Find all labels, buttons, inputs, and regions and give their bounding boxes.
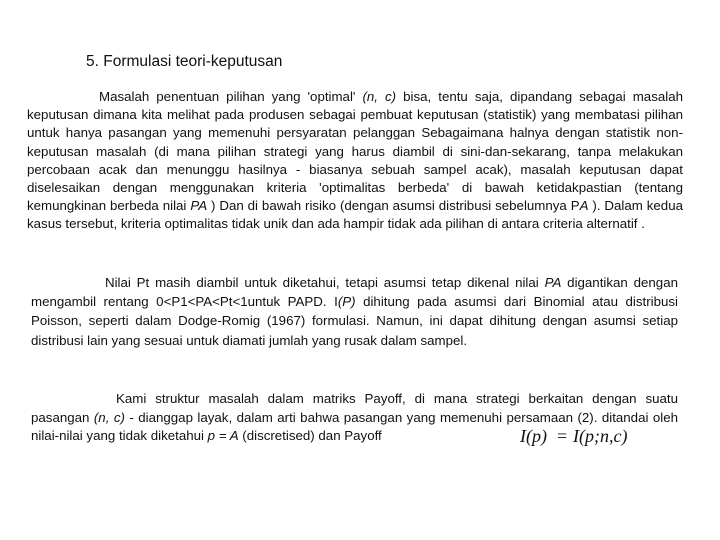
- formula-equals: =: [557, 426, 568, 446]
- payoff-formula: [519, 424, 634, 448]
- section-heading: 5. Formulasi teori-keputusan: [86, 53, 283, 70]
- p2-text-3: dihitung pada asumsi dari Binomial atau distribusi Poisson, seperti dalam Dodge-Romig (1967) formulasi. Namun, ini dapat dihitung dengan asumsi setiap distribusi lain yang sesuai untuk diamati jumlah yang rusak dalam sampel.: [31, 294, 679, 348]
- p1-text-1: Masalah penentuan pilihan yang 'optimal': [99, 89, 363, 104]
- formula-rhs: I(p;n,c): [573, 426, 628, 446]
- p2-italic-pa: PA: [544, 275, 562, 290]
- p1-italic-nc: (n, c): [362, 89, 397, 104]
- paragraph-pt-value: [31, 273, 678, 350]
- p2-italic-p: (P): [337, 294, 356, 310]
- p3-text-2: - dianggap layak, dalam arti bahwa pasangan yang memenuhi persamaan (2). ditandai oleh nilai-nilai yang tidak diketahui: [31, 409, 679, 443]
- p1-italic-a: A: [579, 198, 589, 214]
- p3-text-3: (discretised) dan Payoff: [238, 428, 382, 443]
- p2-text-2: digantikan dengan mengambil rentang 0<P1<PA<Pt<1untuk PAPD. I: [31, 275, 678, 310]
- p1-text-4: ). Dalam kedua kasus tersebut, kriteria optimalitas tidak unik dan ada hampir tidak ada pilihan di antara criteria alternatif .: [27, 198, 683, 232]
- p3-italic-nc: (n, c): [93, 409, 125, 425]
- p1-text-2: bisa, tentu saja, dipandang sebagai masalah keputusan dimana kita melihat pada produsen sebagai pembuat keputusan (statistik) yang membatasi pilihan untuk hanya pasangan yang memenuhi persyaratan pelanggan Sebagaimana halnya dengan statistik non-keputusan masalah (di mana pilihan strategi yang harus diambil di sini-dan-sekarang, tanpa melakukan percobaan acak dan menunggu hasilnya - biasanya sebuah sampel acak), masalah keputusan dapat diselesaikan dengan menggunakan kriteria 'optimalitas berbeda' di bawah ketidakpastian (tentang kemungkinan berbeda nilai: [27, 89, 683, 214]
- p2-text-1: Nilai Pt masih diambil untuk diketahui, tetapi asumsi tetap dikenal nilai: [105, 275, 545, 290]
- p1-italic-pa: PA: [190, 198, 208, 214]
- p1-text-3: ) Dan di bawah risiko (dengan asumsi distribusi sebelumnya P: [207, 198, 580, 214]
- formula-lhs: I(p): [520, 426, 547, 446]
- p3-text-1: Kami struktur masalah dalam matriks Payoff, di mana strategi berkaitan dengan suatu pasangan: [31, 391, 678, 425]
- paragraph-decision-problem: [27, 88, 683, 234]
- p3-italic-pa: p = A: [207, 428, 239, 443]
